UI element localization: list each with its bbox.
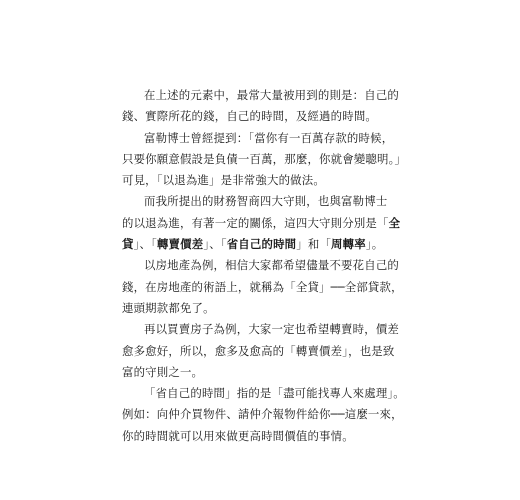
text-line: 「省自己的時間」指的是「盡可能找專人來處理」。 bbox=[144, 386, 405, 401]
bold-term: 周轉率 bbox=[331, 237, 366, 252]
paragraph bbox=[122, 85, 399, 128]
text-line bbox=[122, 234, 384, 255]
text-segment: 的以退為進，有著一定的關係，這四大守則分別是「 bbox=[122, 215, 389, 230]
bold-term: 省自己的時間 bbox=[226, 237, 297, 252]
text-line: 例如：向仲介買物件、請仲介報物件給你──這麼一來， bbox=[122, 407, 403, 422]
paragraph bbox=[122, 128, 407, 192]
bold-term: 轉賣價差 bbox=[156, 237, 204, 252]
text-segment: 」、「 bbox=[133, 237, 157, 252]
body-text bbox=[122, 85, 407, 447]
text-line bbox=[122, 213, 401, 234]
text-line: 富的守則之一。 bbox=[122, 364, 204, 379]
text-line: 以房地產為例，相信大家都希望儘量不要花自己的 bbox=[144, 258, 399, 273]
text-segment: 」、「 bbox=[203, 237, 227, 252]
text-line: 連頭期款都免了。 bbox=[122, 300, 215, 315]
paragraph bbox=[122, 319, 399, 383]
text-segment: 」。 bbox=[365, 237, 384, 252]
text-line: 在上述的元素中，最常大量被用到的則是：自己的 bbox=[144, 88, 399, 102]
text-line: 只要你願意假設是負債一百萬，那麼，你就會變聰明。」 bbox=[122, 151, 407, 166]
paragraph bbox=[122, 383, 405, 447]
text-line: 富勒博士曾經提到：「當你有一百萬存款的時候， bbox=[144, 130, 394, 145]
text-line: 你的時間就可以用來做更高時間價值的事情。 bbox=[122, 428, 354, 443]
bold-term: 全 bbox=[388, 215, 401, 230]
text-line: 錢，在房地產的術語上，就稱為「全貸」──全部貸款， bbox=[122, 279, 403, 294]
text-line: 錢、實際所花的錢，自己的時間，及經過的時間。 bbox=[122, 109, 377, 124]
paragraph bbox=[122, 191, 401, 255]
text-segment: 」和「 bbox=[296, 237, 332, 252]
text-line: 愈多愈好，所以，愈多及愈高的「轉賣價差」，也是致 bbox=[122, 343, 395, 358]
text-line: 可見，「以退為進」是非常強大的做法。 bbox=[122, 173, 325, 188]
bold-term: 貸 bbox=[122, 237, 134, 252]
text-line: 再以買賣房子為例，大家一定也希望轉賣時，價差 bbox=[144, 322, 399, 337]
text-line: 而我所提出的財務智商四大守則，也與富勒博士 bbox=[144, 194, 388, 209]
paragraph bbox=[122, 255, 403, 319]
